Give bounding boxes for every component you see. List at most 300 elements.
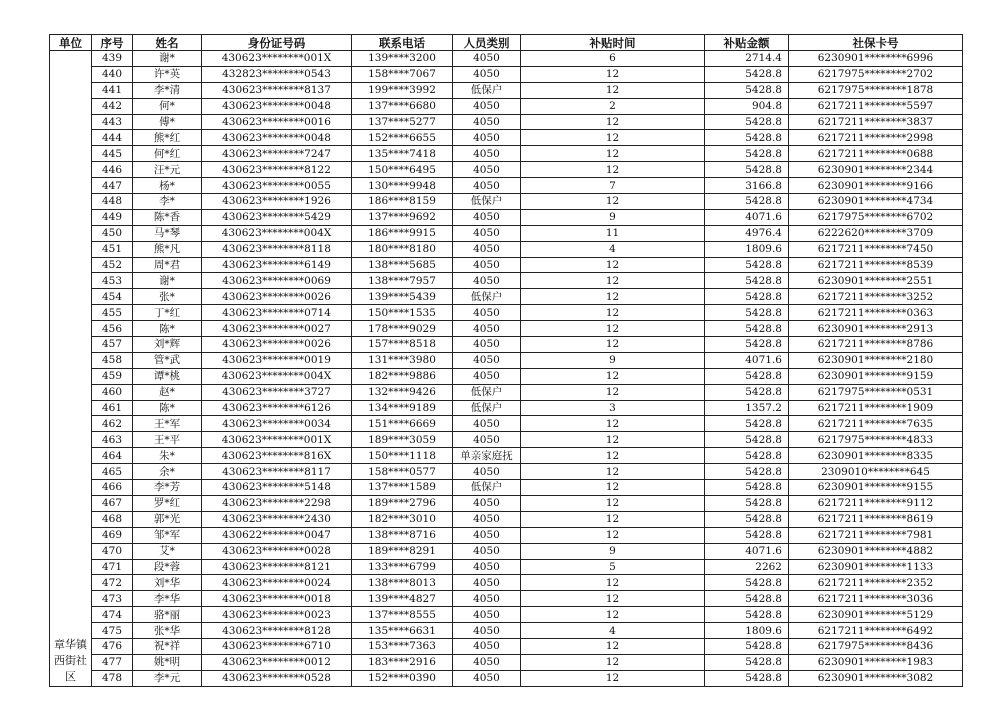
phone-cell: 189****8291 <box>352 543 453 559</box>
subsidy-months-cell: 9 <box>521 209 705 225</box>
serial-cell: 471 <box>92 559 133 575</box>
id-number-cell: 430623********0069 <box>202 273 352 289</box>
unit-cell: 章华镇西街社区 <box>50 51 92 687</box>
serial-cell: 463 <box>92 432 133 448</box>
table-row <box>50 146 963 162</box>
phone-cell: 189****2796 <box>352 495 453 511</box>
table-row <box>50 178 963 194</box>
social-card-cell: 2309010********645 <box>789 464 963 480</box>
table-row <box>50 114 963 130</box>
subsidy-months-cell: 12 <box>521 66 705 82</box>
subsidy-amount-cell: 904.8 <box>705 98 789 114</box>
subsidy-months-cell: 12 <box>521 305 705 321</box>
name-cell: 骆*丽 <box>133 607 202 623</box>
social-card-cell: 6230901********6996 <box>789 51 963 67</box>
subsidy-months-cell: 12 <box>521 495 705 511</box>
id-number-cell: 430623********004X <box>202 225 352 241</box>
table-row <box>50 543 963 559</box>
phone-cell: 138****8013 <box>352 575 453 591</box>
id-number-cell: 430623********0023 <box>202 607 352 623</box>
subsidy-amount-cell: 5428.8 <box>705 511 789 527</box>
id-number-cell: 430623********0012 <box>202 654 352 670</box>
category-cell: 4050 <box>453 368 521 384</box>
id-number-cell: 430623********0026 <box>202 289 352 305</box>
serial-cell: 466 <box>92 480 133 496</box>
phone-cell: 132****9426 <box>352 384 453 400</box>
subsidy-months-cell: 2 <box>521 98 705 114</box>
category-cell: 4050 <box>453 527 521 543</box>
category-cell: 低保户 <box>453 82 521 98</box>
subsidy-months-cell: 12 <box>521 337 705 353</box>
category-cell: 4050 <box>453 511 521 527</box>
subsidy-amount-cell: 5428.8 <box>705 464 789 480</box>
name-cell: 刘*辉 <box>133 337 202 353</box>
subsidy-amount-cell: 4071.6 <box>705 352 789 368</box>
table-row <box>50 623 963 639</box>
id-number-cell: 430623********0027 <box>202 321 352 337</box>
id-number-cell: 430623********0028 <box>202 543 352 559</box>
category-cell: 4050 <box>453 66 521 82</box>
name-cell: 李*华 <box>133 591 202 607</box>
name-cell: 邹*军 <box>133 527 202 543</box>
name-cell: 陈* <box>133 321 202 337</box>
social-card-cell: 6217211********7450 <box>789 241 963 257</box>
subsidy-amount-cell: 5428.8 <box>705 654 789 670</box>
table-row <box>50 559 963 575</box>
social-card-cell: 6217211********1909 <box>789 400 963 416</box>
subsidy-months-cell: 12 <box>521 638 705 654</box>
id-number-cell: 430623********0528 <box>202 670 352 686</box>
serial-cell: 452 <box>92 257 133 273</box>
category-cell: 低保户 <box>453 480 521 496</box>
social-card-cell: 6217211********0363 <box>789 305 963 321</box>
subsidy-amount-cell: 4976.4 <box>705 225 789 241</box>
header-category: 人员类别 <box>453 35 521 51</box>
category-cell: 4050 <box>453 670 521 686</box>
id-number-cell: 430623********004X <box>202 368 352 384</box>
subsidy-months-cell: 12 <box>521 527 705 543</box>
header-id-number: 身份证号码 <box>202 35 352 51</box>
table-row <box>50 575 963 591</box>
id-number-cell: 430623********8128 <box>202 623 352 639</box>
category-cell: 4050 <box>453 591 521 607</box>
subsidy-months-cell: 12 <box>521 511 705 527</box>
subsidy-months-cell: 11 <box>521 225 705 241</box>
phone-cell: 150****1118 <box>352 448 453 464</box>
phone-cell: 152****6655 <box>352 130 453 146</box>
name-cell: 姚*明 <box>133 654 202 670</box>
phone-cell: 199****3992 <box>352 82 453 98</box>
name-cell: 祝*祥 <box>133 638 202 654</box>
id-number-cell: 430623********8117 <box>202 464 352 480</box>
phone-cell: 138****5685 <box>352 257 453 273</box>
subsidy-months-cell: 12 <box>521 670 705 686</box>
name-cell: 李* <box>133 194 202 210</box>
subsidy-months-cell: 12 <box>521 464 705 480</box>
id-number-cell: 430623********0034 <box>202 416 352 432</box>
subsidy-months-cell: 6 <box>521 51 705 67</box>
table-row <box>50 511 963 527</box>
subsidy-amount-cell: 5428.8 <box>705 368 789 384</box>
social-card-cell: 6230901********2913 <box>789 321 963 337</box>
phone-cell: 157****8518 <box>352 337 453 353</box>
table-row <box>50 305 963 321</box>
subsidy-amount-cell: 5428.8 <box>705 146 789 162</box>
category-cell: 4050 <box>453 178 521 194</box>
social-card-cell: 6217211********6492 <box>789 623 963 639</box>
id-number-cell: 430623********3727 <box>202 384 352 400</box>
serial-cell: 456 <box>92 321 133 337</box>
name-cell: 谭*桃 <box>133 368 202 384</box>
header-serial: 序号 <box>92 35 133 51</box>
subsidy-amount-cell: 5428.8 <box>705 607 789 623</box>
header-subsidy-amount: 补贴金额 <box>705 35 789 51</box>
category-cell: 4050 <box>453 543 521 559</box>
category-cell: 单亲家庭抚 <box>453 448 521 464</box>
social-card-cell: 6217211********3252 <box>789 289 963 305</box>
phone-cell: 135****7418 <box>352 146 453 162</box>
phone-cell: 186****8159 <box>352 194 453 210</box>
social-card-cell: 6217211********3837 <box>789 114 963 130</box>
subsidy-months-cell: 12 <box>521 146 705 162</box>
table-row <box>50 241 963 257</box>
id-number-cell: 430623********816X <box>202 448 352 464</box>
subsidy-amount-cell: 5428.8 <box>705 495 789 511</box>
subsidy-months-cell: 12 <box>521 368 705 384</box>
subsidy-months-cell: 12 <box>521 432 705 448</box>
subsidy-months-cell: 12 <box>521 114 705 130</box>
subsidy-amount-cell: 5428.8 <box>705 591 789 607</box>
phone-cell: 137****5277 <box>352 114 453 130</box>
subsidy-months-cell: 12 <box>521 162 705 178</box>
serial-cell: 441 <box>92 82 133 98</box>
subsidy-months-cell: 7 <box>521 178 705 194</box>
category-cell: 4050 <box>453 321 521 337</box>
name-cell: 刘*华 <box>133 575 202 591</box>
phone-cell: 150****6495 <box>352 162 453 178</box>
category-cell: 4050 <box>453 162 521 178</box>
subsidy-amount-cell: 5428.8 <box>705 575 789 591</box>
subsidy-table <box>49 34 963 687</box>
phone-cell: 180****8180 <box>352 241 453 257</box>
subsidy-months-cell: 12 <box>521 82 705 98</box>
social-card-cell: 6217211********2998 <box>789 130 963 146</box>
name-cell: 段*蓉 <box>133 559 202 575</box>
id-number-cell: 430623********2298 <box>202 495 352 511</box>
social-card-cell: 6217211********9112 <box>789 495 963 511</box>
subsidy-amount-cell: 5428.8 <box>705 527 789 543</box>
name-cell: 何* <box>133 98 202 114</box>
name-cell: 马*琴 <box>133 225 202 241</box>
serial-cell: 460 <box>92 384 133 400</box>
name-cell: 许*英 <box>133 66 202 82</box>
subsidy-months-cell: 12 <box>521 384 705 400</box>
subsidy-amount-cell: 1357.2 <box>705 400 789 416</box>
serial-cell: 444 <box>92 130 133 146</box>
id-number-cell: 430623********0714 <box>202 305 352 321</box>
serial-cell: 455 <box>92 305 133 321</box>
category-cell: 4050 <box>453 51 521 67</box>
name-cell: 艾* <box>133 543 202 559</box>
subsidy-months-cell: 12 <box>521 480 705 496</box>
name-cell: 郭*光 <box>133 511 202 527</box>
social-card-cell: 6217975********4833 <box>789 432 963 448</box>
subsidy-months-cell: 12 <box>521 591 705 607</box>
name-cell: 熊*红 <box>133 130 202 146</box>
subsidy-months-cell: 12 <box>521 416 705 432</box>
serial-cell: 448 <box>92 194 133 210</box>
category-cell: 低保户 <box>453 384 521 400</box>
serial-cell: 446 <box>92 162 133 178</box>
table-row <box>50 66 963 82</box>
phone-cell: 135****6631 <box>352 623 453 639</box>
id-number-cell: 430623********1926 <box>202 194 352 210</box>
phone-cell: 139****5439 <box>352 289 453 305</box>
subsidy-amount-cell: 5428.8 <box>705 337 789 353</box>
table-row <box>50 495 963 511</box>
table-row <box>50 368 963 384</box>
phone-cell: 137****6680 <box>352 98 453 114</box>
social-card-cell: 6230901********9159 <box>789 368 963 384</box>
phone-cell: 138****7957 <box>352 273 453 289</box>
phone-cell: 158****0577 <box>352 464 453 480</box>
name-cell: 陈*香 <box>133 209 202 225</box>
subsidy-amount-cell: 4071.6 <box>705 209 789 225</box>
subsidy-amount-cell: 5428.8 <box>705 321 789 337</box>
subsidy-amount-cell: 4071.6 <box>705 543 789 559</box>
category-cell: 4050 <box>453 495 521 511</box>
table-row <box>50 480 963 496</box>
social-card-cell: 6230901********9155 <box>789 480 963 496</box>
subsidy-amount-cell: 5428.8 <box>705 670 789 686</box>
social-card-cell: 6222620********3709 <box>789 225 963 241</box>
subsidy-months-cell: 5 <box>521 559 705 575</box>
name-cell: 谢* <box>133 51 202 67</box>
social-card-cell: 6217211********8539 <box>789 257 963 273</box>
table-row <box>50 400 963 416</box>
id-number-cell: 430623********8121 <box>202 559 352 575</box>
social-card-cell: 6230901********2180 <box>789 352 963 368</box>
id-number-cell: 430623********0048 <box>202 130 352 146</box>
name-cell: 熊*凡 <box>133 241 202 257</box>
table-body <box>50 51 963 687</box>
name-cell: 汪*元 <box>133 162 202 178</box>
table-row <box>50 225 963 241</box>
subsidy-months-cell: 9 <box>521 543 705 559</box>
table-row <box>50 448 963 464</box>
serial-cell: 472 <box>92 575 133 591</box>
header-unit: 单位 <box>50 35 92 51</box>
id-number-cell: 430623********6149 <box>202 257 352 273</box>
subsidy-months-cell: 12 <box>521 289 705 305</box>
social-card-cell: 6230901********2551 <box>789 273 963 289</box>
header-row <box>50 35 963 51</box>
id-number-cell: 430623********6126 <box>202 400 352 416</box>
serial-cell: 477 <box>92 654 133 670</box>
subsidy-months-cell: 4 <box>521 241 705 257</box>
phone-cell: 130****9948 <box>352 178 453 194</box>
serial-cell: 469 <box>92 527 133 543</box>
table-row <box>50 607 963 623</box>
table-row <box>50 209 963 225</box>
header-name: 姓名 <box>133 35 202 51</box>
name-cell: 张*华 <box>133 623 202 639</box>
category-cell: 4050 <box>453 114 521 130</box>
serial-cell: 445 <box>92 146 133 162</box>
phone-cell: 139****4827 <box>352 591 453 607</box>
id-number-cell: 430623********0048 <box>202 98 352 114</box>
serial-cell: 468 <box>92 511 133 527</box>
serial-cell: 458 <box>92 352 133 368</box>
name-cell: 傅* <box>133 114 202 130</box>
serial-cell: 464 <box>92 448 133 464</box>
serial-cell: 443 <box>92 114 133 130</box>
table-row <box>50 98 963 114</box>
serial-cell: 451 <box>92 241 133 257</box>
phone-cell: 139****3200 <box>352 51 453 67</box>
table-row <box>50 638 963 654</box>
subsidy-amount-cell: 2714.4 <box>705 51 789 67</box>
category-cell: 4050 <box>453 623 521 639</box>
id-number-cell: 430623********8137 <box>202 82 352 98</box>
serial-cell: 461 <box>92 400 133 416</box>
social-card-cell: 6230901********4734 <box>789 194 963 210</box>
id-number-cell: 430623********0026 <box>202 337 352 353</box>
category-cell: 4050 <box>453 638 521 654</box>
id-number-cell: 430623********0016 <box>202 114 352 130</box>
table-row <box>50 337 963 353</box>
subsidy-amount-cell: 5428.8 <box>705 82 789 98</box>
subsidy-months-cell: 12 <box>521 607 705 623</box>
name-cell: 罗*红 <box>133 495 202 511</box>
serial-cell: 465 <box>92 464 133 480</box>
social-card-cell: 6217211********0688 <box>789 146 963 162</box>
table-row <box>50 670 963 686</box>
subsidy-amount-cell: 5428.8 <box>705 432 789 448</box>
table-row <box>50 130 963 146</box>
table-row <box>50 289 963 305</box>
phone-cell: 182****3010 <box>352 511 453 527</box>
serial-cell: 478 <box>92 670 133 686</box>
phone-cell: 186****9915 <box>352 225 453 241</box>
category-cell: 低保户 <box>453 289 521 305</box>
subsidy-months-cell: 12 <box>521 130 705 146</box>
category-cell: 4050 <box>453 241 521 257</box>
serial-cell: 449 <box>92 209 133 225</box>
social-card-cell: 6230901********1983 <box>789 654 963 670</box>
subsidy-amount-cell: 5428.8 <box>705 480 789 496</box>
subsidy-months-cell: 3 <box>521 400 705 416</box>
name-cell: 丁*红 <box>133 305 202 321</box>
name-cell: 王*平 <box>133 432 202 448</box>
category-cell: 4050 <box>453 257 521 273</box>
id-number-cell: 430623********0019 <box>202 352 352 368</box>
id-number-cell: 430623********8118 <box>202 241 352 257</box>
subsidy-amount-cell: 5428.8 <box>705 448 789 464</box>
subsidy-amount-cell: 5428.8 <box>705 66 789 82</box>
phone-cell: 182****9886 <box>352 368 453 384</box>
subsidy-amount-cell: 1809.6 <box>705 241 789 257</box>
phone-cell: 153****7363 <box>352 638 453 654</box>
social-card-cell: 6217211********2352 <box>789 575 963 591</box>
phone-cell: 158****7067 <box>352 66 453 82</box>
table-row <box>50 384 963 400</box>
phone-cell: 183****2916 <box>352 654 453 670</box>
serial-cell: 475 <box>92 623 133 639</box>
subsidy-months-cell: 12 <box>521 575 705 591</box>
table-row <box>50 194 963 210</box>
subsidy-months-cell: 12 <box>521 257 705 273</box>
name-cell: 李*元 <box>133 670 202 686</box>
serial-cell: 447 <box>92 178 133 194</box>
id-number-cell: 432823********0543 <box>202 66 352 82</box>
phone-cell: 151****6669 <box>352 416 453 432</box>
subsidy-amount-cell: 1809.6 <box>705 623 789 639</box>
name-cell: 管*武 <box>133 352 202 368</box>
subsidy-amount-cell: 5428.8 <box>705 162 789 178</box>
category-cell: 4050 <box>453 575 521 591</box>
id-number-cell: 430623********001X <box>202 51 352 67</box>
id-number-cell: 430623********0018 <box>202 591 352 607</box>
subsidy-months-cell: 4 <box>521 623 705 639</box>
social-card-cell: 6230901********9166 <box>789 178 963 194</box>
id-number-cell: 430623********2430 <box>202 511 352 527</box>
subsidy-amount-cell: 2262 <box>705 559 789 575</box>
phone-cell: 137****8555 <box>352 607 453 623</box>
subsidy-amount-cell: 5428.8 <box>705 638 789 654</box>
subsidy-amount-cell: 5428.8 <box>705 416 789 432</box>
name-cell: 朱* <box>133 448 202 464</box>
social-card-cell: 6217975********0531 <box>789 384 963 400</box>
subsidy-months-cell: 9 <box>521 352 705 368</box>
phone-cell: 133****6799 <box>352 559 453 575</box>
social-card-cell: 6217211********3036 <box>789 591 963 607</box>
id-number-cell: 430623********0024 <box>202 575 352 591</box>
serial-cell: 453 <box>92 273 133 289</box>
subsidy-amount-cell: 3166.8 <box>705 178 789 194</box>
serial-cell: 442 <box>92 98 133 114</box>
category-cell: 4050 <box>453 607 521 623</box>
category-cell: 4050 <box>453 146 521 162</box>
subsidy-months-cell: 12 <box>521 448 705 464</box>
subsidy-amount-cell: 5428.8 <box>705 257 789 273</box>
social-card-cell: 6230901********5129 <box>789 607 963 623</box>
name-cell: 周*君 <box>133 257 202 273</box>
table-row <box>50 82 963 98</box>
header-phone: 联系电话 <box>352 35 453 51</box>
phone-cell: 150****1535 <box>352 305 453 321</box>
serial-cell: 474 <box>92 607 133 623</box>
social-card-cell: 6230901********1133 <box>789 559 963 575</box>
category-cell: 4050 <box>453 305 521 321</box>
id-number-cell: 430623********7247 <box>202 146 352 162</box>
id-number-cell: 430623********5429 <box>202 209 352 225</box>
table-row <box>50 273 963 289</box>
category-cell: 4050 <box>453 559 521 575</box>
social-card-cell: 6230901********2344 <box>789 162 963 178</box>
category-cell: 4050 <box>453 225 521 241</box>
table-row <box>50 257 963 273</box>
phone-cell: 131****3980 <box>352 352 453 368</box>
subsidy-months-cell: 12 <box>521 194 705 210</box>
social-card-cell: 6217211********7981 <box>789 527 963 543</box>
subsidy-months-cell: 12 <box>521 321 705 337</box>
social-card-cell: 6230901********8335 <box>789 448 963 464</box>
name-cell: 赵* <box>133 384 202 400</box>
category-cell: 低保户 <box>453 400 521 416</box>
table-row <box>50 162 963 178</box>
subsidy-amount-cell: 5428.8 <box>705 273 789 289</box>
